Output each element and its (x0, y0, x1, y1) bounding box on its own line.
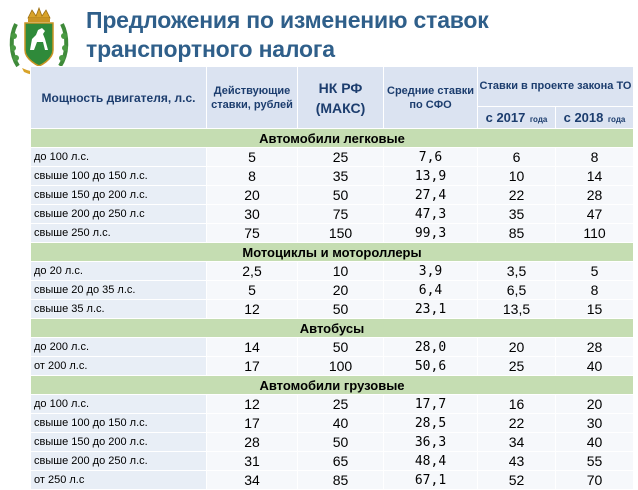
cell-2017: 20 (478, 338, 556, 357)
cell-current: 8 (207, 167, 298, 186)
table-header (31, 67, 634, 129)
row-label: до 100 л.с. (31, 395, 207, 414)
header-current-rates: Действующие ставки, рублей (207, 67, 298, 129)
row-label: до 20 л.с. (31, 262, 207, 281)
cell-2018: 110 (556, 224, 634, 243)
cell-sfo: 28,5 (384, 414, 478, 433)
cell-sfo: 28,0 (384, 338, 478, 357)
header-project-rates: Ставки в проекте закона ТО (478, 67, 634, 107)
cell-2018: 70 (556, 471, 634, 490)
cell-2017: 3,5 (478, 262, 556, 281)
table-row (31, 186, 634, 205)
tax-rates-table (30, 66, 634, 490)
cell-2018: 47 (556, 205, 634, 224)
cell-sfo: 99,3 (384, 224, 478, 243)
cell-sfo: 7,6 (384, 148, 478, 167)
cell-2018: 15 (556, 300, 634, 319)
section-header-buses: Автобусы (31, 319, 634, 338)
table-row (31, 452, 634, 471)
cell-current: 2,5 (207, 262, 298, 281)
row-label: свыше 20 до 35 л.с. (31, 281, 207, 300)
cell-sfo: 48,4 (384, 452, 478, 471)
row-label: свыше 250 л.с. (31, 224, 207, 243)
cell-2017: 52 (478, 471, 556, 490)
cell-current: 14 (207, 338, 298, 357)
cell-sfo: 50,6 (384, 357, 478, 376)
cell-2017: 25 (478, 357, 556, 376)
cell-2017: 34 (478, 433, 556, 452)
table-row (31, 224, 634, 243)
cell-current: 34 (207, 471, 298, 490)
cell-nk: 25 (298, 148, 384, 167)
cell-current: 12 (207, 395, 298, 414)
table-body (31, 129, 634, 490)
cell-current: 20 (207, 186, 298, 205)
cell-nk: 50 (298, 433, 384, 452)
table-row (31, 281, 634, 300)
cell-2018: 28 (556, 338, 634, 357)
cell-2018: 28 (556, 186, 634, 205)
cell-current: 5 (207, 148, 298, 167)
cell-2017: 43 (478, 452, 556, 471)
cell-nk: 50 (298, 338, 384, 357)
row-label: до 200 л.с. (31, 338, 207, 357)
cell-2017: 10 (478, 167, 556, 186)
table-row (31, 148, 634, 167)
row-label: свыше 100 до 150 л.с. (31, 414, 207, 433)
cell-nk: 40 (298, 414, 384, 433)
header-year-2017: с 2017 года (478, 107, 556, 129)
cell-2017: 6,5 (478, 281, 556, 300)
cell-current: 75 (207, 224, 298, 243)
cell-2017: 6 (478, 148, 556, 167)
cell-nk: 25 (298, 395, 384, 414)
cell-2018: 40 (556, 433, 634, 452)
cell-current: 28 (207, 433, 298, 452)
header-nk-rf-max: НК РФ (МАКС) (298, 67, 384, 129)
cell-nk: 50 (298, 300, 384, 319)
table-row (31, 471, 634, 490)
row-label: свыше 35 л.с. (31, 300, 207, 319)
cell-nk: 10 (298, 262, 384, 281)
row-label: от 200 л.с. (31, 357, 207, 376)
cell-sfo: 6,4 (384, 281, 478, 300)
section-header-trucks: Автомобили грузовые (31, 376, 634, 395)
row-label: свыше 200 до 250 л.с (31, 205, 207, 224)
cell-2018: 8 (556, 148, 634, 167)
cell-2018: 30 (556, 414, 634, 433)
section-header-passenger-cars: Автомобили легковые (31, 129, 634, 148)
row-label: от 250 л.с (31, 471, 207, 490)
cell-sfo: 67,1 (384, 471, 478, 490)
cell-sfo: 47,3 (384, 205, 478, 224)
cell-2017: 13,5 (478, 300, 556, 319)
cell-sfo: 36,3 (384, 433, 478, 452)
header-engine-power: Мощность двигателя, л.с. (31, 67, 207, 129)
table-row (31, 338, 634, 357)
header-year-2018: с 2018 года (556, 107, 634, 129)
row-label: свыше 150 до 200 л.с. (31, 186, 207, 205)
title-line-2: транспортного налога (86, 36, 335, 62)
table-row (31, 205, 634, 224)
title-line-1: Предложения по изменению ставок (86, 7, 489, 33)
cell-2017: 85 (478, 224, 556, 243)
row-label: свыше 200 до 250 л.с. (31, 452, 207, 471)
cell-sfo: 27,4 (384, 186, 478, 205)
cell-nk: 20 (298, 281, 384, 300)
cell-2018: 40 (556, 357, 634, 376)
cell-2018: 55 (556, 452, 634, 471)
section-header-motorcycles: Мотоциклы и мотороллеры (31, 243, 634, 262)
cell-2017: 35 (478, 205, 556, 224)
table-row (31, 357, 634, 376)
cell-nk: 85 (298, 471, 384, 490)
table-row (31, 433, 634, 452)
cell-sfo: 3,9 (384, 262, 478, 281)
row-label: свыше 100 до 150 л.с. (31, 167, 207, 186)
cell-current: 17 (207, 414, 298, 433)
cell-2017: 22 (478, 186, 556, 205)
cell-nk: 75 (298, 205, 384, 224)
header-sfo-average: Средние ставки по СФО (384, 67, 478, 129)
cell-current: 5 (207, 281, 298, 300)
cell-nk: 150 (298, 224, 384, 243)
cell-current: 30 (207, 205, 298, 224)
table-row (31, 167, 634, 186)
page-title (86, 6, 489, 64)
row-label: свыше 150 до 200 л.с. (31, 433, 207, 452)
cell-2018: 8 (556, 281, 634, 300)
table-row (31, 262, 634, 281)
cell-sfo: 17,7 (384, 395, 478, 414)
table-row (31, 414, 634, 433)
cell-nk: 100 (298, 357, 384, 376)
cell-2018: 5 (556, 262, 634, 281)
cell-current: 12 (207, 300, 298, 319)
cell-nk: 65 (298, 452, 384, 471)
table-row (31, 395, 634, 414)
cell-current: 17 (207, 357, 298, 376)
row-label: до 100 л.с. (31, 148, 207, 167)
cell-sfo: 23,1 (384, 300, 478, 319)
cell-2018: 20 (556, 395, 634, 414)
cell-nk: 50 (298, 186, 384, 205)
cell-sfo: 13,9 (384, 167, 478, 186)
cell-nk: 35 (298, 167, 384, 186)
cell-2017: 22 (478, 414, 556, 433)
table-row (31, 300, 634, 319)
cell-current: 31 (207, 452, 298, 471)
cell-2018: 14 (556, 167, 634, 186)
cell-2017: 16 (478, 395, 556, 414)
